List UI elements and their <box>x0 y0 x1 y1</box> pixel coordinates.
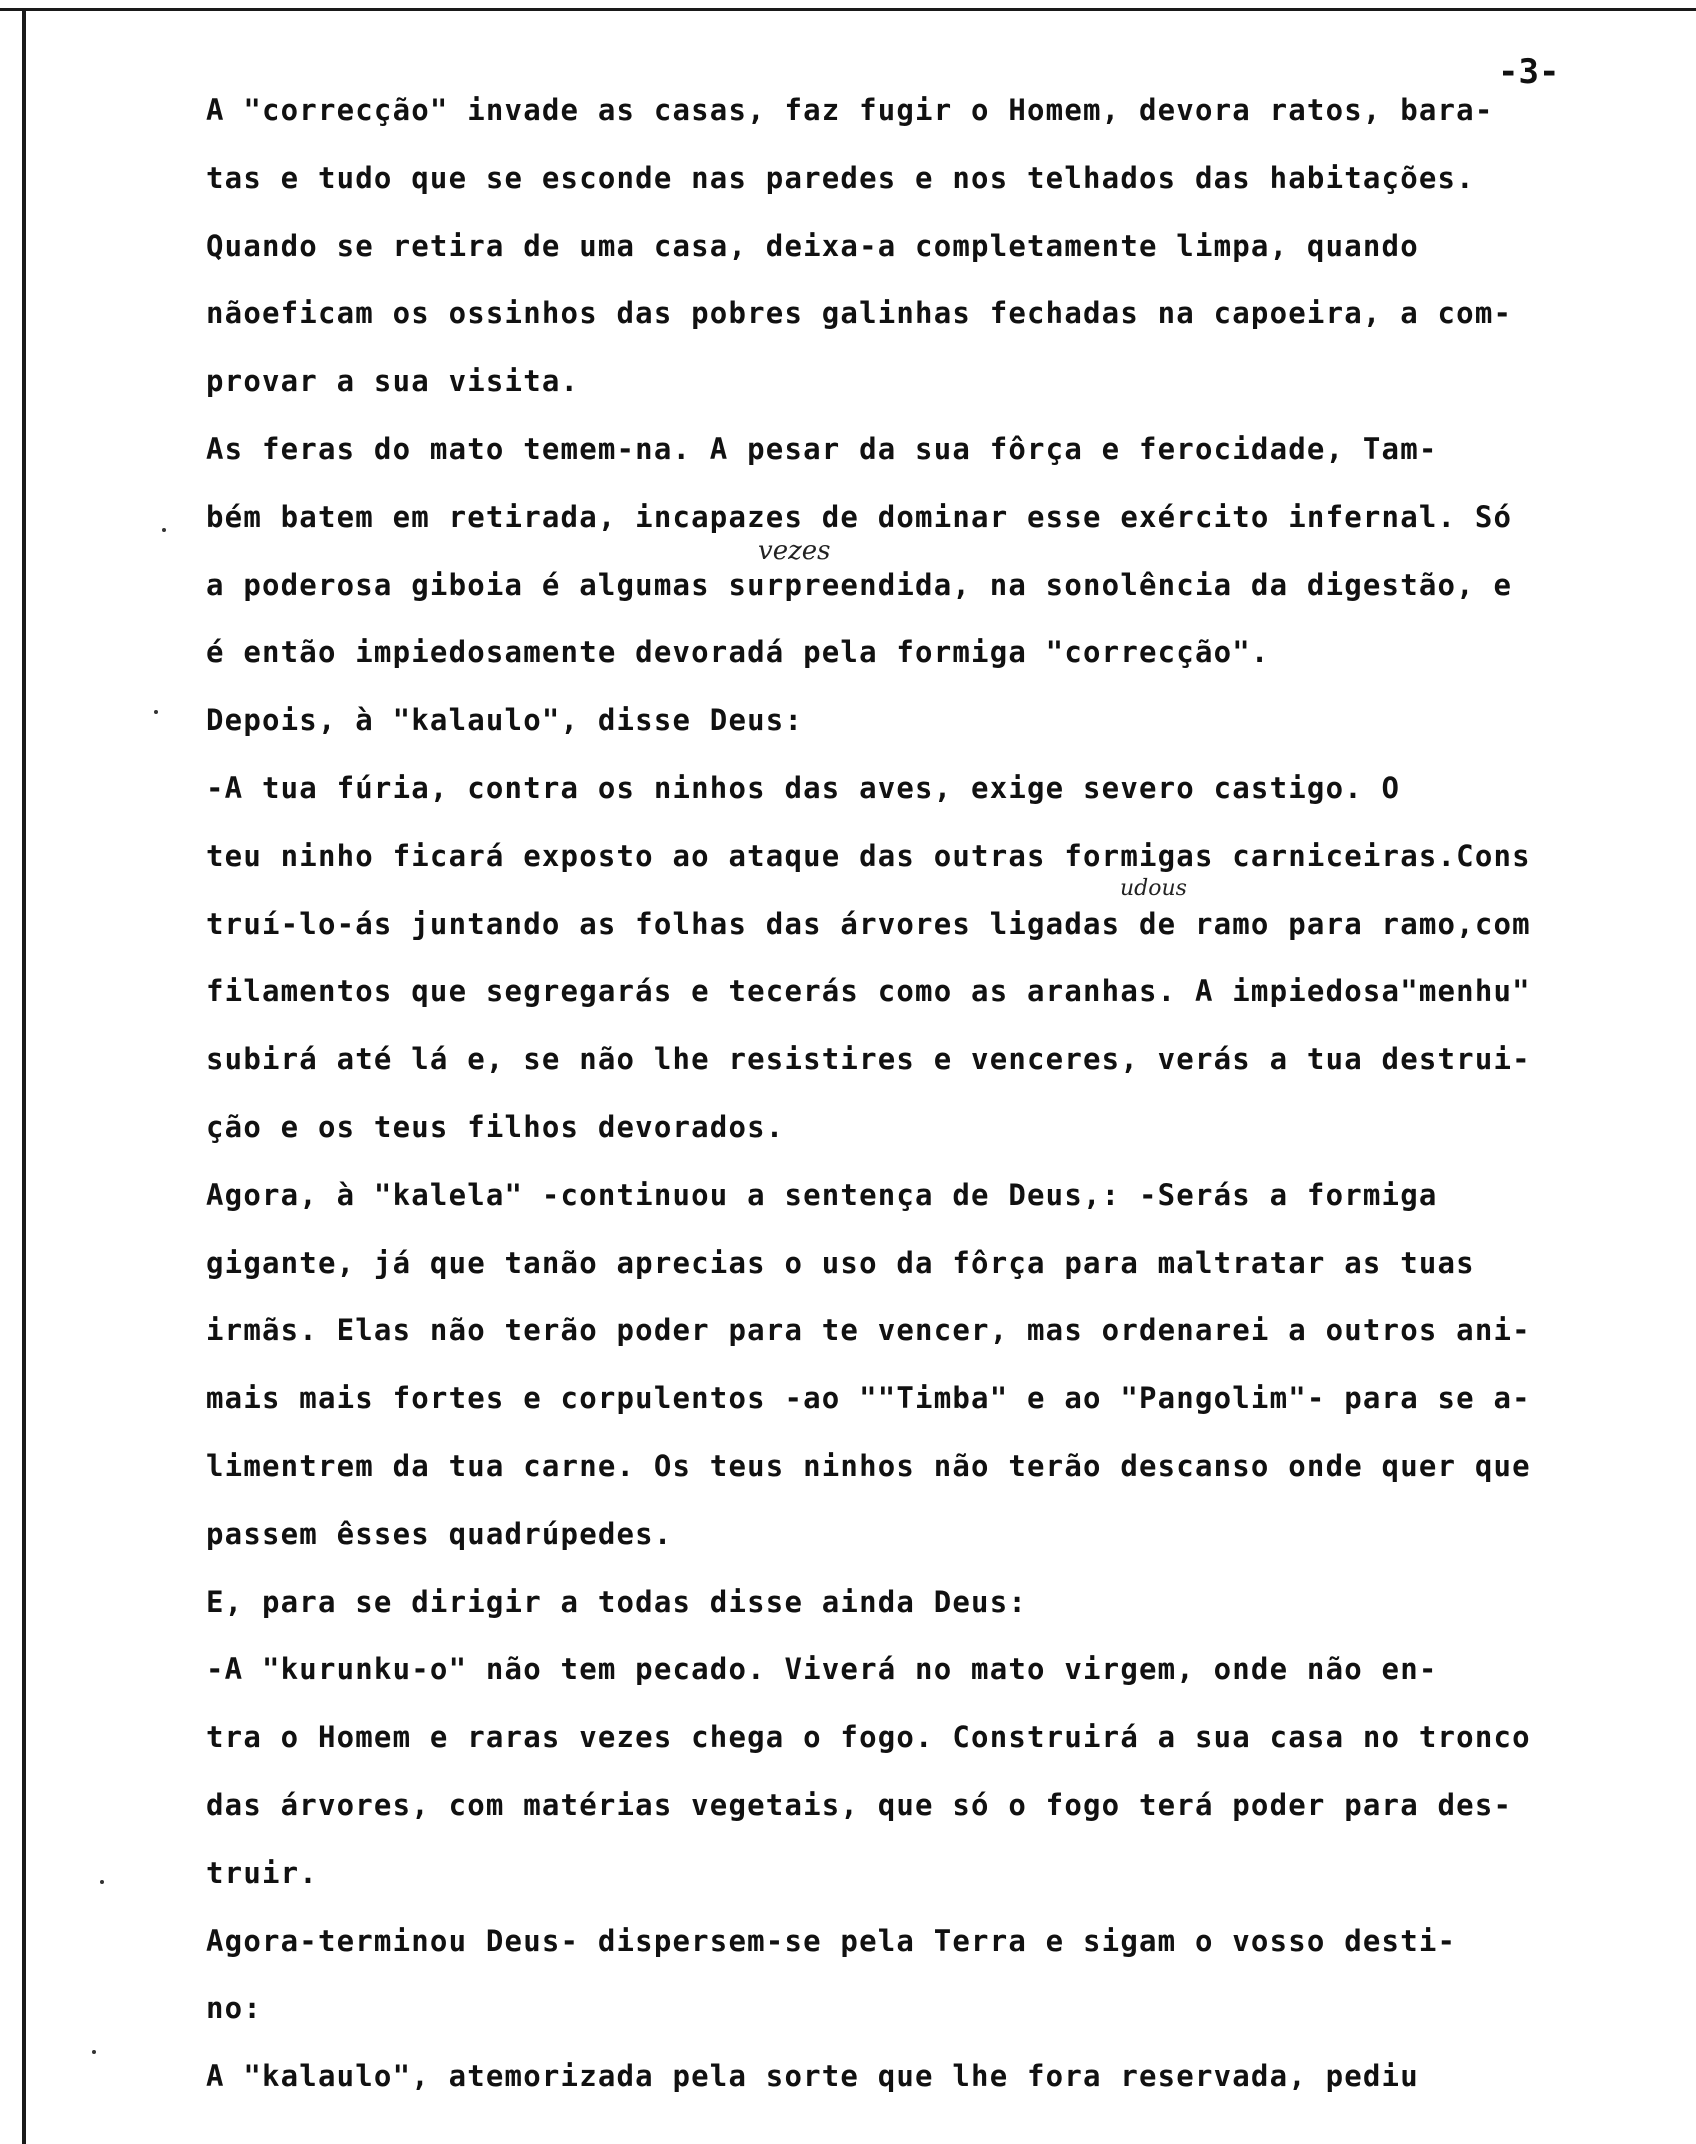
text-line: tra o Homem e raras vezes chega o fogo. Construirá a sua casa no tronco <box>206 1720 1531 1755</box>
text-line: no: <box>206 1991 262 2026</box>
text-line: -A tua fúria, contra os ninhos das aves, exige severo castigo. O <box>206 771 1401 805</box>
text-line: truí-lo-ás juntando as folhas das árvores ligadas de ramo para ramo,com <box>206 906 1531 941</box>
text-line: Agora, à "kalela" -continuou a sentença de Deus,: -Serás a formiga <box>206 1177 1438 1212</box>
text-line: bém batem em retirada, incapazes de dominar esse exército infernal. Só <box>206 499 1513 534</box>
text-line: irmãs. Elas não terão poder para te vencer, mas ordenarei a outros ani- <box>206 1313 1531 1348</box>
text-line: A "correcção" invade as casas, faz fugir o Homem, devora ratos, bara- <box>206 93 1494 127</box>
text-line: tas e tudo que se esconde nas paredes e nos telhados das habitações. <box>206 160 1475 195</box>
ink-speck <box>162 528 166 532</box>
text-line: nãoeficam os ossinhos das pobres galinhas fechadas na capoeira, a com- <box>206 296 1513 331</box>
ink-speck <box>100 1880 104 1884</box>
text-line: Depois, à "kalaulo", disse Deus: <box>206 703 804 738</box>
text-line: truir. <box>206 1855 318 1890</box>
text-line: gigante, já que tanão aprecias o uso da fôrça para maltratar as tuas <box>206 1245 1475 1280</box>
text-line: provar a sua visita. <box>206 364 580 399</box>
text-line: limentrem da tua carne. Os teus ninhos não terão descanso onde quer que <box>206 1449 1531 1483</box>
text-line: das árvores, com matérias vegetais, que só o fogo terá poder para des- <box>206 1788 1513 1822</box>
text-line: passem êsses quadrúpedes. <box>206 1516 673 1551</box>
text-line: subirá até lá e, se não lhe resistires e venceres, verás a tua destrui- <box>206 1042 1531 1077</box>
text-line: ção e os teus filhos devorados. <box>206 1110 785 1144</box>
page-number: -3- <box>1498 52 1560 92</box>
text-line: A "kalaulo", atemorizada pela sorte que lhe fora reservada, pediu <box>206 2059 1419 2094</box>
ink-speck <box>154 710 158 714</box>
text-line: teu ninho ficará exposto ao ataque das outras formigas carniceiras.Cons <box>206 838 1531 873</box>
top-border-rule <box>0 8 1696 11</box>
text-line: Quando se retira de uma casa, deixa-a completamente limpa, quando <box>206 228 1419 263</box>
text-line: E, para se dirigir a todas disse ainda Deus: <box>206 1584 1028 1619</box>
ink-speck <box>92 2050 96 2054</box>
text-line: -A "kurunku-o" não tem pecado. Viverá no mato virgem, onde não en- <box>206 1652 1438 1687</box>
handwritten-annotation: udous <box>1120 876 1187 901</box>
text-line: As feras do mato temem-na. A pesar da sua fôrça e ferocidade, Tam- <box>206 432 1438 466</box>
text-line: é então impiedosamente devoradá pela formiga "correcção". <box>206 635 1270 670</box>
text-line: mais mais fortes e corpulentos -ao ""Timba" e ao "Pangolim"- para se a- <box>206 1381 1531 1416</box>
handwritten-annotation: vezes <box>758 536 831 566</box>
text-line: a poderosa giboia é algumas surpreendida, na sonolência da digestão, e <box>206 567 1513 602</box>
left-border-rule <box>22 8 26 2144</box>
text-line: Agora-terminou Deus- dispersem-se pela Terra e sigam o vosso desti- <box>206 1923 1457 1958</box>
text-line: filamentos que segregarás e tecerás como as aranhas. A impiedosa"menhu" <box>206 974 1531 1009</box>
